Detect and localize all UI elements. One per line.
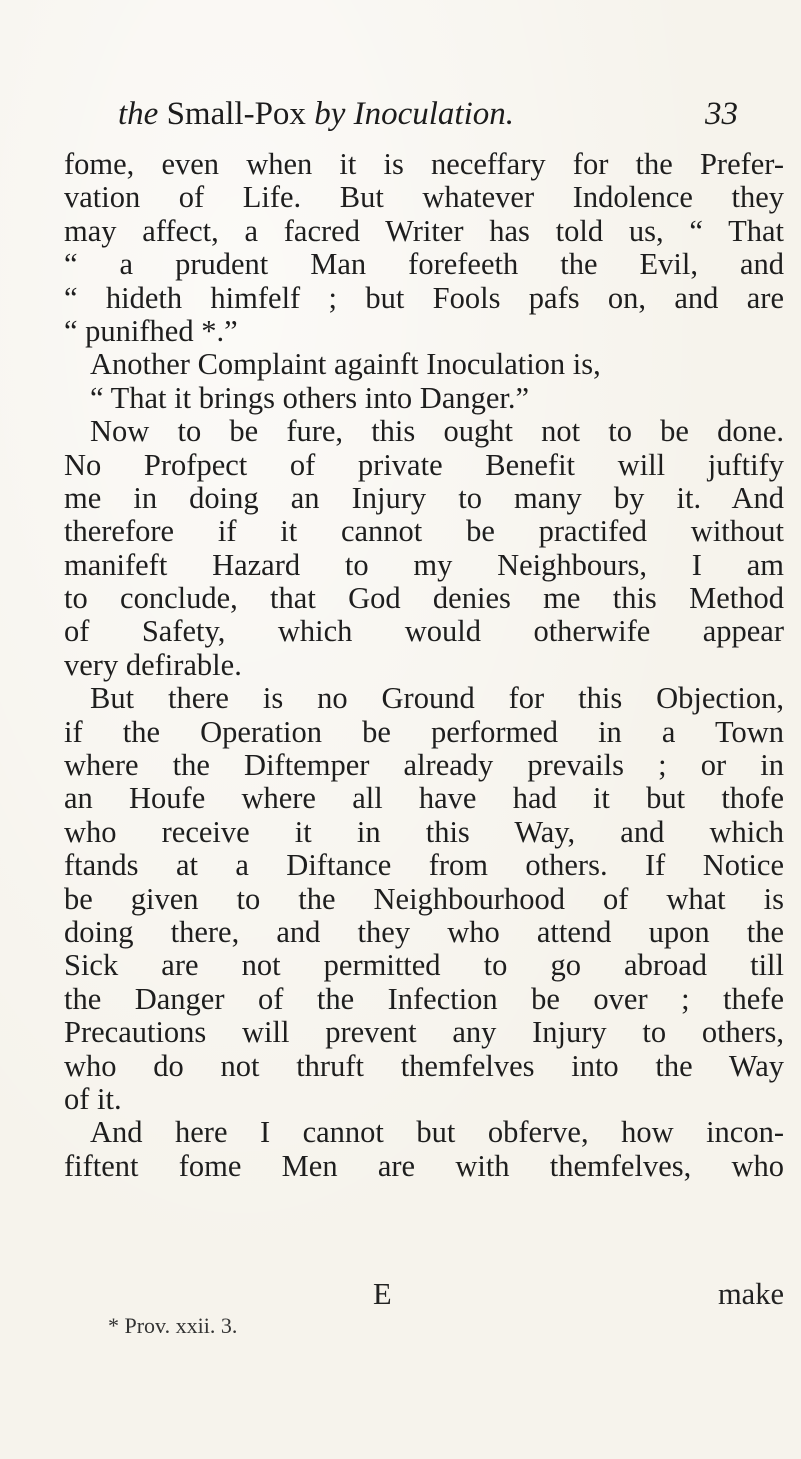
text-line: But there is no Ground for this Objection,: [90, 681, 784, 716]
text-line: therefore if it cannot be practifed without: [64, 514, 784, 549]
text-line: who receive it in this Way, and which: [64, 814, 784, 849]
text-line: Another Complaint againft Inoculation is,: [90, 347, 601, 382]
body-text: [64, 148, 784, 1183]
text-line: to conclude, that God denies me this Method: [64, 581, 784, 616]
text-line: ftands at a Diftance from others. If Notice: [64, 848, 784, 883]
text-line: vation of Life. But whatever Indolence they: [64, 180, 784, 215]
text-line: “ a prudent Man forefeeth the Evil, and: [64, 247, 784, 282]
text-line: may affect, a facred Writer has told us, “ That: [64, 213, 784, 248]
text-line: No Profpect of private Benefit will juftify: [64, 447, 784, 482]
page-number: 33: [705, 96, 738, 132]
text-line: be given to the Neighbourhood of what is: [64, 881, 784, 916]
text-line: of it.: [64, 1081, 122, 1116]
text-line: doing there, and they who attend upon the: [64, 914, 784, 949]
text-line: “ punifhed *.”: [64, 313, 238, 348]
text-line: manifeft Hazard to my Neighbours, I am: [64, 547, 784, 582]
catchline: [64, 1277, 784, 1311]
running-head-main: Small-Pox: [166, 96, 306, 132]
text-line: fiftent fome Men are with themfelves, who: [64, 1148, 784, 1183]
text-line: very defirable.: [64, 647, 242, 682]
catchword: make: [717, 1277, 784, 1311]
text-line: Sick are not permitted to go abroad till: [64, 948, 784, 983]
text-line: me in doing an Injury to many by it. And: [64, 480, 784, 515]
text-line: the Danger of the Infection be over ; thefe: [64, 981, 784, 1016]
text-line: if the Operation be performed in a Town: [64, 714, 784, 749]
text-line: who do not thruft themfelves into the Way: [64, 1048, 784, 1083]
running-head-prefix: the: [118, 96, 159, 132]
text-line: fome, even when it is neceffary for the Prefer-: [64, 147, 784, 181]
footnote: * Prov. xxii. 3.: [108, 1313, 238, 1338]
text-line: an Houfe where all have had it but thofe: [64, 781, 784, 816]
signature-mark: E: [373, 1277, 392, 1311]
text-line: where the Diftemper already prevails ; or in: [64, 748, 784, 783]
text-line: Now to be fure, this ought not to be done.: [90, 414, 784, 449]
running-head-title: [118, 96, 514, 133]
text-line: of Safety, which would otherwife appear: [64, 614, 784, 649]
text-line: “ hideth himfelf ; but Fools pafs on, and are: [64, 280, 784, 315]
running-head-end: Inoculation.: [353, 96, 514, 132]
running-head: [118, 96, 758, 146]
running-head-by: by: [314, 96, 346, 132]
text-line: “ That it brings others into Danger.”: [90, 380, 530, 415]
text-line: And here I cannot but obferve, how incon-: [90, 1115, 784, 1150]
text-line: Precautions will prevent any Injury to others,: [64, 1015, 784, 1050]
